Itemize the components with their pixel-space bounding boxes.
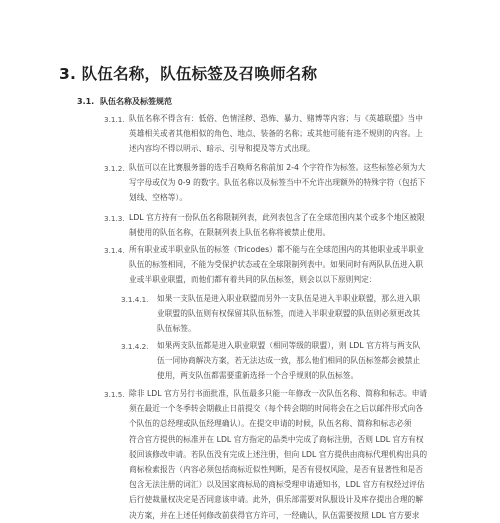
text-line: 如果两支队伍都是进入职业联盟（相同等级的联盟），则 LDL 官方将与两支队 [157,341,421,350]
clause-text [129,210,425,240]
text-line: 英雄相关或者其他相似的角色、地点、装备的名称；或其他可能有违不规则的内容。上 [129,129,424,139]
clause-number: 3.1.2. [104,164,125,173]
text-line: 如果一支队伍是进入职业联盟而另外一支队伍是进入半职业联盟，那么进入职 [157,294,421,303]
clause-number: 3.1.4.1. [121,295,149,304]
text-line: 除非 LDL 官方另行书面批准，队伍最多只能一年修改一次队伍名称、简称和标志。申请 [129,389,428,398]
text-line: 使用，两支队伍都需要重新选择一个合乎规则的队伍标签。 [157,371,359,381]
text-line: 制使用的队伍名称，在限制列表上队伍名称将被禁止使用。 [129,228,331,238]
text-line: 所有职业或半职业队伍的标签（Tricodes）都不能与在全球范围内的其他职业或半职业 [129,245,424,254]
subsection-number: 3.1. [77,97,95,106]
text-line: 队伍名称不得含有：低俗、色情淫秽、恐怖、暴力、赌博等内容；与《英雄联盟》当中 [129,114,424,123]
text-line: 伍一同协商解决方案，若无法达成一致，那么他们相同的队伍标签都会被禁止 [157,356,421,366]
text-line: 队伍的标签相同，不能为受保护状态或在全球限制列表中。如果同时有两队队伍进入职 [129,260,424,270]
clause-text [129,160,425,206]
text-line: 业联盟的队伍则有权保留其队伍标签，而进入半职业联盟的队伍则必须更改其 [157,309,421,319]
clause-number: 3.1.1. [104,115,125,124]
clause-number: 3.1.3. [104,214,125,223]
subsection-title: 队伍名称及标签规范 [100,97,172,106]
clause-number: 3.1.4. [104,246,125,255]
text-line: 决方案，并在上述任何修改前获得官方许可，一经确认，队伍需要按照 LDL 官方要求 [129,510,420,520]
text-line: 划线、空格等）。 [129,193,188,203]
text-line: 队伍标签。 [157,324,196,334]
clause-text [129,386,427,523]
clause-text [129,242,424,288]
text-line: 后行使裁量权决定是否同意该申请。此外，俱乐部需要对队服设计及库存提出合理的解 [129,495,424,505]
subsection-heading [77,96,172,107]
clause-number: 3.1.4.2. [121,342,149,351]
text-line: 述内容均不得以明示、暗示、引导和提及等方式出现。 [129,144,315,154]
clause-text [157,291,420,337]
text-line: 个队伍的总经理或队伍经理确认）。在提交申请的时候，队伍名称、简称和标志必须 [129,419,412,429]
text-line: 须在最近一个冬季转会期截止日前提交（每个转会期的时间将会在之后以邮件形式向各 [129,404,424,414]
clause-text [157,338,420,384]
text-line: 符合官方提供的标准并在 LDL 官方指定的品类中完成了商标注册，否则 LDL 官方有权 [129,434,424,444]
text-line: 驳回该修改申请。若队伍没有完成上述注册，但向 LDL 官方提供由商标代理机构出具的 [129,449,428,459]
clause-text [129,111,423,157]
text-line: 包含无法注册的词汇）以及国家商标局的商标受理申请通知书，LDL 官方有权经过评估 [129,480,425,490]
text-line: 写字母或仅为 0-9 的数字。队伍名称以及标签当中不允许出现额外的特殊字符（包括下 [129,178,426,188]
section-title: 3. 队伍名称，队伍标签及召唤师名称 [59,65,318,83]
text-line: 商标检索报告（内容必须包括商标近似性判断，是否有侵权风险，是否有显著性和是否 [129,464,424,474]
text-line: 业或半职业联盟，而他们都有着共同的队伍标签，则会以以下原则判定： [129,275,377,285]
text-line: 队伍可以在比赛服务器的选手召唤师名称前加 2-4 个字符作为标签。这些标签必须为大 [129,163,426,172]
clause-number: 3.1.5. [104,390,125,399]
text-line: LDL 官方持有一份队伍名称限制列表，此列表包含了在全球范围内某个或多个地区被限 [129,213,425,222]
